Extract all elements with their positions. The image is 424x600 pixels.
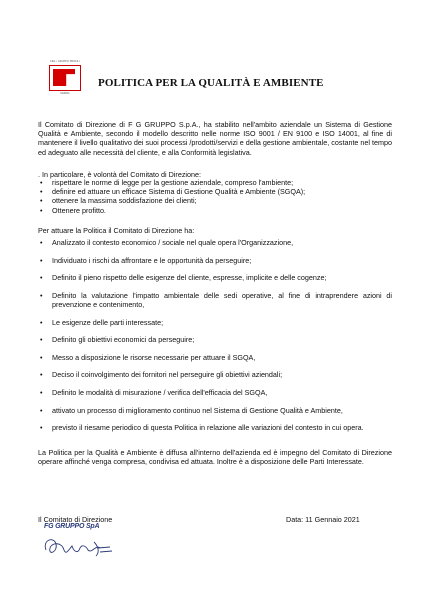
list-item: • Definito il pieno rispetto delle esigenze del cliente, espresse, implicite e delle cogenze; bbox=[38, 273, 392, 282]
list-item: • ottenere la massima soddisfazione dei clienti; bbox=[38, 196, 392, 205]
list-item: • Ottenere profitto. bbox=[38, 206, 392, 215]
list-item: • definire ed attuare un efficace Sistema di Gestione Qualità e Ambiente (SGQA); bbox=[38, 187, 392, 196]
list-item: • Definito la valutazione l'impatto ambientale delle sedi operative, al fine di intraprendere azioni di prevenzione e contenimento, bbox=[38, 291, 392, 309]
company-stamp: FG GRUPPO SpA bbox=[44, 523, 100, 530]
list-item: • Messo a disposizione le risorse necessarie per attuare il SGQA, bbox=[38, 353, 392, 362]
list-item: • Le esigenze delle parti interessate; bbox=[38, 318, 392, 327]
document-title: POLITICA PER LA QUALITÀ E AMBIENTE bbox=[98, 77, 324, 89]
list-item: • Individuato i rischi da affrontare e le opportunità da perseguire; bbox=[38, 256, 392, 265]
closing-paragraph: La Politica per la Qualità e Ambiente è diffusa all'interno dell'azienda ed è impegno del Comitato di Direzione operare affinché venga compresa, condivisa ed attuata. Inoltre è a disposizione delle Parti Interessate. bbox=[38, 448, 392, 467]
logo-top-text: F&G • GRUPPO PROFILI bbox=[50, 60, 80, 63]
logo-mark bbox=[49, 65, 81, 91]
list-item: • previsto il riesame periodico di questa Politica in relazione alle variazioni del contesto in cui opera. bbox=[38, 423, 392, 432]
list-item: • Deciso il coinvolgimento dei fornitori nel perseguire gli obiettivi aziendali; bbox=[38, 370, 392, 379]
list-item: • Definito gli obiettivi economici da perseguire; bbox=[38, 335, 392, 344]
objectives-lead: . In particolare, è volontà del Comitato di Direzione: bbox=[38, 170, 201, 179]
signatory-label: Il Comitato di Direzione bbox=[38, 515, 113, 524]
company-logo bbox=[48, 60, 82, 98]
actions-list bbox=[38, 238, 392, 441]
handwritten-signature bbox=[36, 530, 126, 562]
list-item: • rispettare le norme di legge per la gestione aziendale, compreso l'ambiente; bbox=[38, 178, 392, 187]
objectives-list bbox=[38, 178, 392, 215]
actions-lead: Per attuare la Politica il Comitato di Direzione ha: bbox=[38, 226, 195, 235]
logo-bottom-text: MARINA bbox=[60, 92, 70, 95]
list-item: • attivato un processo di miglioramento continuo nel Sistema di Gestione Qualità e Ambiente, bbox=[38, 406, 392, 415]
intro-paragraph: Il Comitato di Direzione di F G GRUPPO S.p.A., ha stabilito nell'ambito aziendale un Sistema di Gestione Qualità e Ambiente, secondo il modello descritto nelle norme ISO 9001 / EN 9100 e ISO 14001, al fine di mantenere il livello qualitativo dei suoi processi /prodotti/servizi e della gestione ambientale, costante nel tempo ed adeguato alle necessità del cliente, e alla Conformità legislativa. bbox=[38, 120, 392, 157]
list-item: • Analizzato il contesto economico / sociale nel quale opera l'Organizzazione, bbox=[38, 238, 392, 247]
document-date: Data: 11 Gennaio 2021 bbox=[286, 515, 360, 524]
list-item: • Definito le modalità di misurazione / verifica dell'efficacia del SGQA, bbox=[38, 388, 392, 397]
